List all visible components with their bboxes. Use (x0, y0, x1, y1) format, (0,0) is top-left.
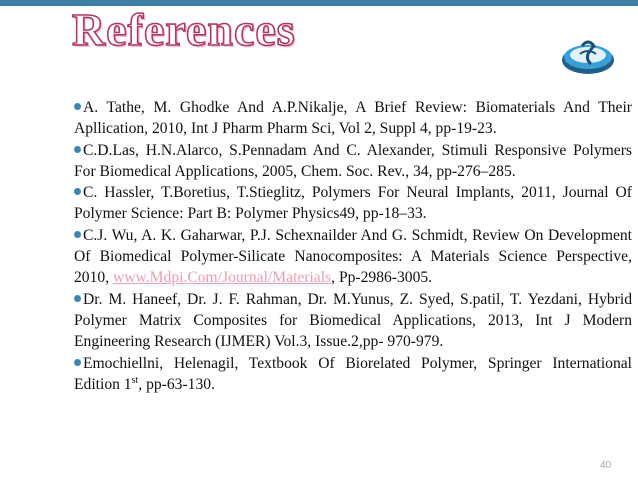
bullet-icon (74, 188, 81, 195)
page-number: 40 (600, 460, 612, 471)
reference-item: A. Tathe, M. Ghodke And A.P.Nikalje, A Brief Review: Biomaterials And Their Apllication, 2010, Int J Pharm Pharm Sci, Vol 2, Suppl 4, pp-19-23. (74, 99, 632, 138)
bullet-icon (74, 359, 81, 366)
materials-journal-link[interactable]: www.Mdpi.Com/Journal/Materials (112, 269, 332, 287)
reference-item: C.J. Wu, A. K. Gaharwar, P.J. Schexnailder And G. Schmidt, Review On Development Of Biomedical Polymer-Silicate Nanocomposites: A Materials Science Perspective, 2010, www.Mdpi.Com/Journal/Materials, Pp-2986-3005. (74, 226, 632, 287)
bullet-icon (74, 103, 81, 110)
references-list (74, 97, 632, 395)
reference-item: Emochiellni, Helenagil, Textbook Of Biorelated Polymer, Springer International Edition 1st, pp-63-130. (74, 354, 632, 393)
slide-title: References (72, 4, 296, 55)
reference-item: C.D.Las, H.N.Alarco, S.Pennadam And C. Alexander, Stimuli Responsive Polymers For Biomedical Applications, 2005, Chem. Soc. Rev., 34, pp-276–285. (74, 141, 632, 180)
reference-item: Dr. M. Haneef, Dr. J. F. Rahman, Dr. M.Yunus, Z. Syed, S.patil, T. Yezdani, Hybrid Polymer Matrix Composites for Biomedical Applications, 2013, Int J Modern Engineering Research (IJMER) Vol.3, Issue.2,pp- 970-979. (74, 290, 632, 351)
pharmacy-logo-icon (560, 34, 616, 76)
bullet-icon (74, 146, 81, 153)
bullet-icon (74, 295, 81, 302)
reference-item: C. Hassler, T.Boretius, T.Stieglitz, Polymers For Neural Implants, 2011, Journal Of Polymer Science: Part B: Polymer Physics49, pp-18–33. (74, 184, 632, 223)
bullet-icon (74, 231, 81, 238)
